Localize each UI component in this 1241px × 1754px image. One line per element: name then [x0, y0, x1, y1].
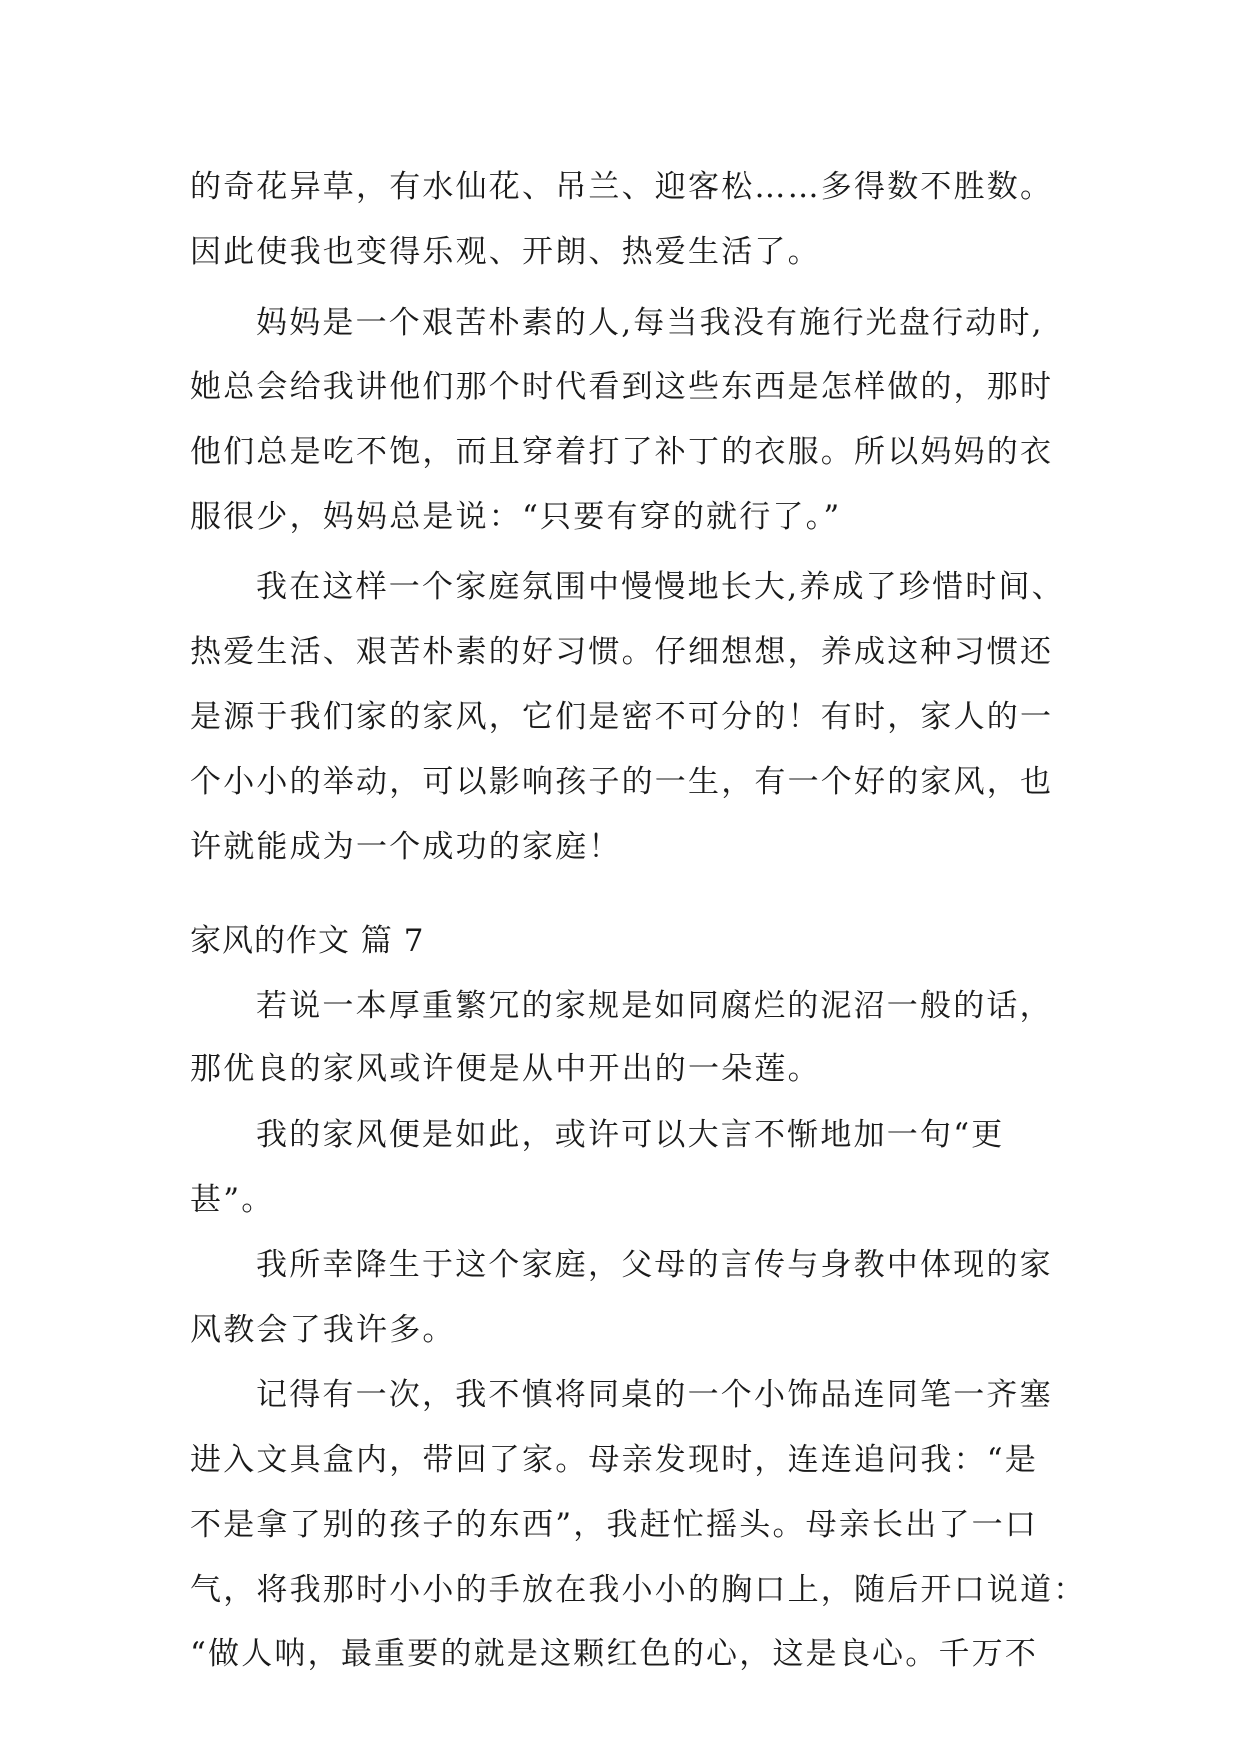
text-line: 进入文具盒内，带回了家。母亲发现时，连连追问我：“是: [190, 1442, 1039, 1478]
text-line: 的奇花异草，有水仙花、吊兰、迎客松……多得数不胜数。: [190, 169, 1054, 205]
text-line: 气，将我那时小小的手放在我小小的胸口上，随后开口说道：: [190, 1572, 1087, 1608]
paragraph-first-line: 记得有一次，我不慎将同桌的一个小饰品连同笔一齐塞: [256, 1377, 1053, 1413]
text-line: 许就能成为一个成功的家庭！: [190, 829, 622, 865]
paragraph-first-line: 若说一本厚重繁冗的家规是如同腐烂的泥沼一般的话，: [256, 988, 1053, 1024]
text-line: 不是拿了别的孩子的东西”，我赶忙摇头。母亲长出了一口: [190, 1507, 1039, 1543]
text-line: 是源于我们家的家风，它们是密不可分的！有时，家人的一: [190, 699, 1054, 735]
paragraph-first-line: 妈妈是一个艰苦朴素的人,每当我没有施行光盘行动时,: [256, 305, 1044, 341]
text-line: 甚”。: [190, 1182, 275, 1218]
text-line: 风教会了我许多。: [190, 1312, 456, 1348]
text-line: 因此使我也变得乐观、开朗、热爱生活了。: [190, 234, 821, 270]
text-line: 她总会给我讲他们那个时代看到这些东西是怎样做的，那时: [190, 369, 1054, 405]
text-line: 热爱生活、艰苦朴素的好习惯。仔细想想，养成这种习惯还: [190, 634, 1054, 670]
paragraph-first-line: 我在这样一个家庭氛围中慢慢地长大,养成了珍惜时间、: [256, 569, 1065, 605]
text-line: 那优良的家风或许便是从中开出的一朵莲。: [190, 1051, 821, 1087]
text-line: 服很少，妈妈总是说：“只要有穿的就行了。”: [190, 499, 842, 535]
paragraph-first-line: 我所幸降生于这个家庭，父母的言传与身教中体现的家: [256, 1247, 1053, 1283]
section-heading: 家风的作文 篇 7: [190, 923, 425, 959]
text-line: 他们总是吃不饱，而且穿着打了补丁的衣服。所以妈妈的衣: [190, 434, 1054, 470]
text-line: “做人呐，最重要的就是这颗红色的心，这是良心。千万不: [190, 1636, 1039, 1672]
text-line: 个小小的举动，可以影响孩子的一生，有一个好的家风，也: [190, 764, 1054, 800]
paragraph-first-line: 我的家风便是如此，或许可以大言不惭地加一句“更: [256, 1117, 1005, 1153]
